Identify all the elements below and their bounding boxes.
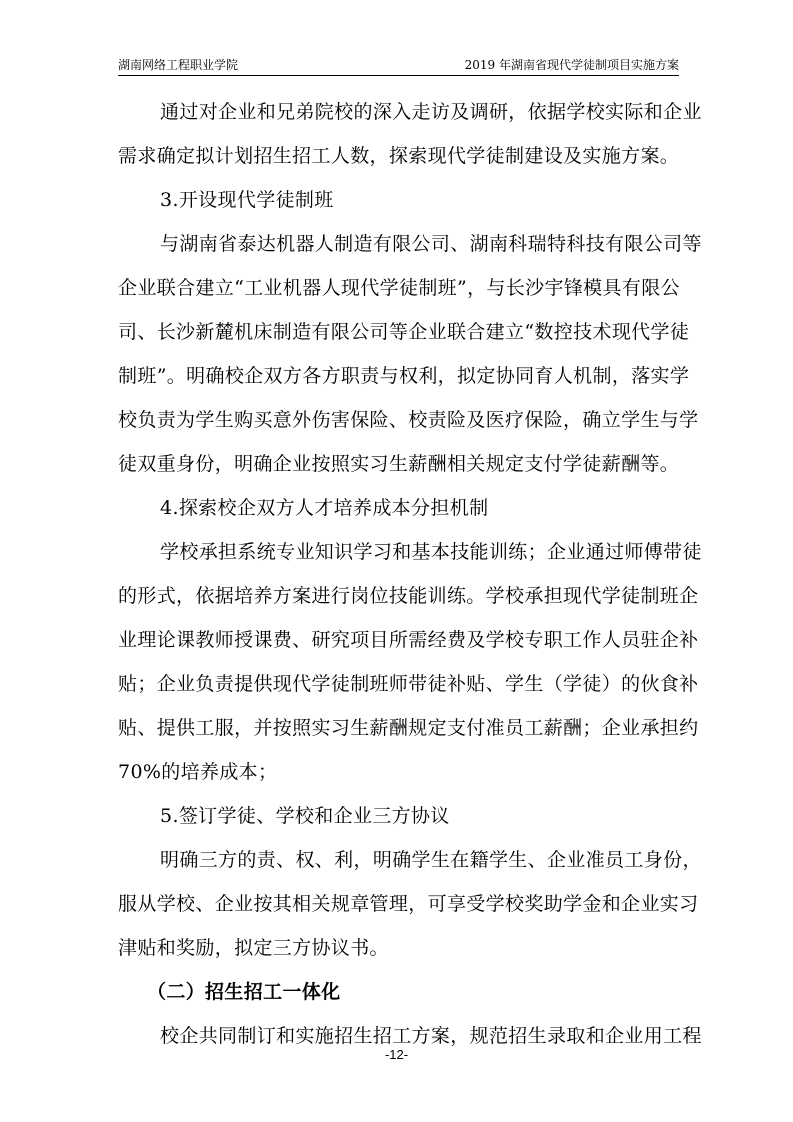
section-heading-2: （二）招生招工一体化 [147, 981, 341, 1003]
paragraph-line: 学校承担系统专业知识学习和基本技能训练；企业通过师傅带徒 [160, 541, 702, 563]
page-number: -12- [384, 1047, 409, 1062]
paragraph-line: 津贴和奖励，拟定三方协议书。 [118, 937, 389, 959]
paragraph-line: 服从学校、企业按其相关规章管理，可享受学校奖助学金和企业实习 [118, 893, 699, 915]
paragraph-line: 校企共同制订和实施招生招工方案，规范招生录取和企业用工程 [160, 1025, 702, 1047]
paragraph-line: 徒双重身份，明确企业按照实习生薪酬相关规定支付学徒薪酬等。 [118, 453, 680, 475]
paragraph-line: 企业联合建立“工业机器人现代学徒制班”，与长沙宇锋模具有限公 [118, 277, 680, 299]
header-bar [118, 56, 679, 76]
paragraph-line: 与湖南省泰达机器人制造有限公司、湖南科瑞特科技有限公司等 [160, 233, 702, 255]
section-heading-5: 5.签订学徒、学校和企业三方协议 [160, 805, 450, 827]
paragraph-line: 70%的培养成本； [118, 761, 278, 783]
section-heading-3: 3.开设现代学徒制班 [160, 189, 334, 211]
paragraph-line: 贴；企业负责提供现代学徒制班师带徒补贴、学生（学徒）的伙食补 [118, 673, 699, 695]
paragraph-line: 贴、提供工服，并按照实习生薪酬规定支付准员工薪酬；企业承担约 [118, 717, 699, 739]
paragraph-line: 需求确定拟计划招生招工人数，探索现代学徒制建设及实施方案。 [118, 145, 680, 167]
paragraph-line: 司、长沙新麓机床制造有限公司等企业联合建立“数控技术现代学徒 [118, 321, 690, 343]
paragraph-line: 校负责为学生购买意外伤害保险、校责险及医疗保险，确立学生与学 [118, 409, 699, 431]
paragraph-line: 通过对企业和兄弟院校的深入走访及调研，依据学校实际和企业 [160, 101, 702, 123]
header-school-name: 湖南网络工程职业学院 [118, 58, 239, 72]
paragraph-line: 明确三方的责、权、利，明确学生在籍学生、企业准员工身份， [160, 849, 702, 871]
paragraph-line: 业理论课教师授课费、研究项目所需经费及学校专职工作人员驻企补 [118, 629, 699, 651]
section-heading-4: 4.探索校企双方人才培养成本分担机制 [160, 497, 489, 519]
paragraph-line: 的形式，依据培养方案进行岗位技能训练。学校承担现代学徒制班企 [118, 585, 699, 607]
header-rule [118, 75, 679, 76]
paragraph-line: 制班”。明确校企双方各方职责与权利，拟定协同育人机制，落实学 [118, 365, 690, 387]
header-document-title: 2019 年湖南省现代学徒制项目实施方案 [464, 58, 679, 72]
